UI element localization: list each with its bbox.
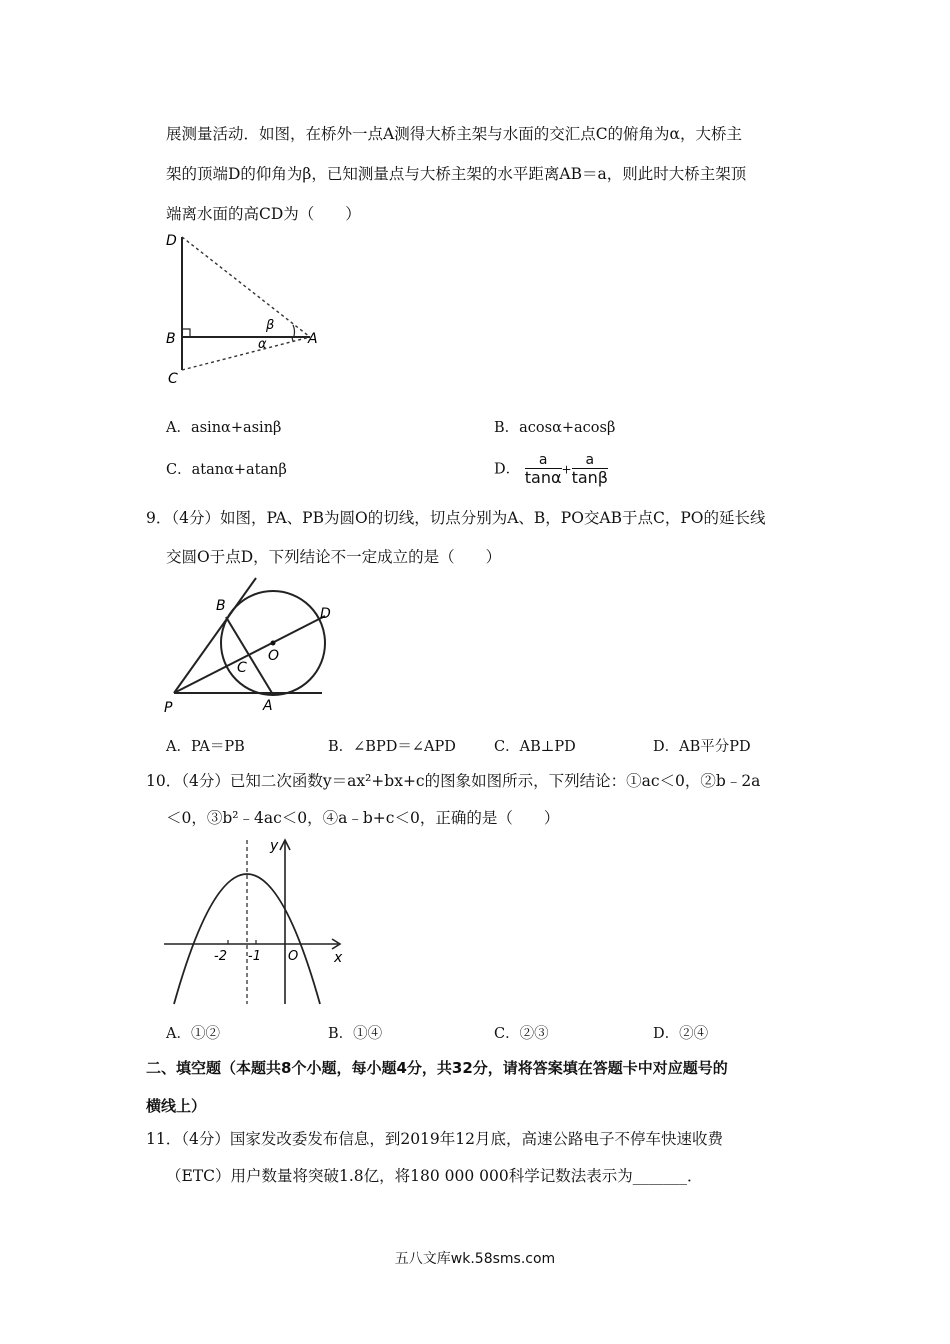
- angle-beta-arc: [293, 325, 294, 336]
- q11-line-2: （ETC）用户数量将突破1.8亿，将180 000 000科学记数法表示为_______．: [166, 1167, 703, 1185]
- label-x: x: [334, 950, 343, 966]
- q9-line-1: 9．（4分）如图，PA、PB为圆O的切线，切点分别为A、B，PO交AB于点C，PO的延长线: [146, 509, 766, 527]
- q9-line-2: 交圆O于点D，下列结论不一定成立的是（ ）: [166, 548, 502, 566]
- q10-option-d[interactable]: D．②④: [653, 1026, 709, 1042]
- fraction-2-numerator: a: [572, 452, 608, 469]
- q8-option-d[interactable]: [494, 452, 608, 487]
- q8-option-b[interactable]: B．acosα+acosβ: [494, 420, 616, 436]
- label-O: O: [268, 648, 280, 664]
- q10-line-1: 10．（4分）已知二次函数y＝ax²+bx+c的图象如图所示，下列结论：①ac＜0，②b﹣2a: [146, 772, 761, 790]
- label-C: C: [168, 371, 178, 387]
- fraction-1-numerator: a: [525, 452, 562, 469]
- q10-line-2: ＜0，③b²﹣4ac＜0，④a﹣b+c＜0，正确的是（ ）: [166, 809, 560, 827]
- q8-option-a[interactable]: A．asinα+asinβ: [166, 420, 282, 436]
- section-2-heading-line-2: 横线上）: [146, 1097, 207, 1115]
- q11-line-1: 11．（4分）国家发改委发布信息，到2019年12月底，高速公路电子不停车快速收费: [146, 1130, 724, 1148]
- label-B: B: [166, 331, 176, 347]
- label-tick-minus-2: -2: [214, 949, 227, 964]
- chord-ab: [226, 617, 272, 693]
- right-angle-mark: [182, 329, 190, 337]
- q8-option-d-plus: +: [561, 462, 572, 477]
- label-D: D: [320, 606, 331, 622]
- fraction-2-denominator: tanβ: [571, 468, 609, 487]
- q9-option-a[interactable]: A．PA＝PB: [166, 739, 245, 755]
- label-y: y: [270, 838, 279, 854]
- q8-option-c[interactable]: C．atanα+atanβ: [166, 462, 287, 478]
- label-D: D: [166, 233, 177, 249]
- center-dot: [271, 641, 276, 646]
- q10-option-b[interactable]: B．①④: [328, 1026, 383, 1042]
- page-footer[interactable]: 五八文库wk.58sms.com: [394, 1251, 556, 1267]
- section-2-heading-line-1: 二、填空题（本题共8个小题，每小题4分，共32分，请将答案填在答题卡中对应题号的: [146, 1059, 728, 1077]
- sightline-ad: [182, 237, 310, 337]
- sightline-ac: [182, 337, 310, 370]
- q8-option-d-prefix: D．: [494, 461, 521, 478]
- q9-circle-figure: [160, 570, 340, 715]
- label-alpha: α: [258, 337, 267, 352]
- label-B: B: [216, 598, 226, 614]
- label-origin: O: [288, 949, 299, 964]
- label-A: A: [263, 698, 273, 714]
- fraction-1-denominator: tanα: [524, 468, 562, 487]
- q8-bridge-figure: [160, 225, 330, 390]
- q8-line-2: 架的顶端D的仰角为β，已知测量点与大桥主架的水平距离AB＝a，则此时大桥主架顶: [166, 165, 747, 183]
- label-A: A: [308, 331, 318, 347]
- q10-option-c[interactable]: C．②③: [494, 1026, 549, 1042]
- q9-option-d[interactable]: D．AB平分PD: [653, 739, 751, 755]
- q8-line-1: 展测量活动．如图，在桥外一点A测得大桥主架与水面的交汇点C的俯角为α，大桥主: [166, 125, 743, 143]
- q8-option-d-fraction-1: [525, 452, 562, 487]
- q8-option-d-fraction-2: [572, 452, 608, 487]
- label-C: C: [237, 660, 247, 676]
- label-tick-minus-1: -1: [248, 949, 261, 964]
- q9-option-b[interactable]: B．∠BPD＝∠APD: [328, 739, 456, 755]
- label-P: P: [164, 700, 173, 715]
- label-beta: β: [266, 318, 275, 333]
- q8-line-3: 端离水面的高CD为（ ）: [166, 205, 361, 223]
- q10-option-a[interactable]: A．①②: [166, 1026, 220, 1042]
- q10-parabola-figure: [160, 832, 350, 1012]
- q9-option-c[interactable]: C．AB⊥PD: [494, 739, 576, 755]
